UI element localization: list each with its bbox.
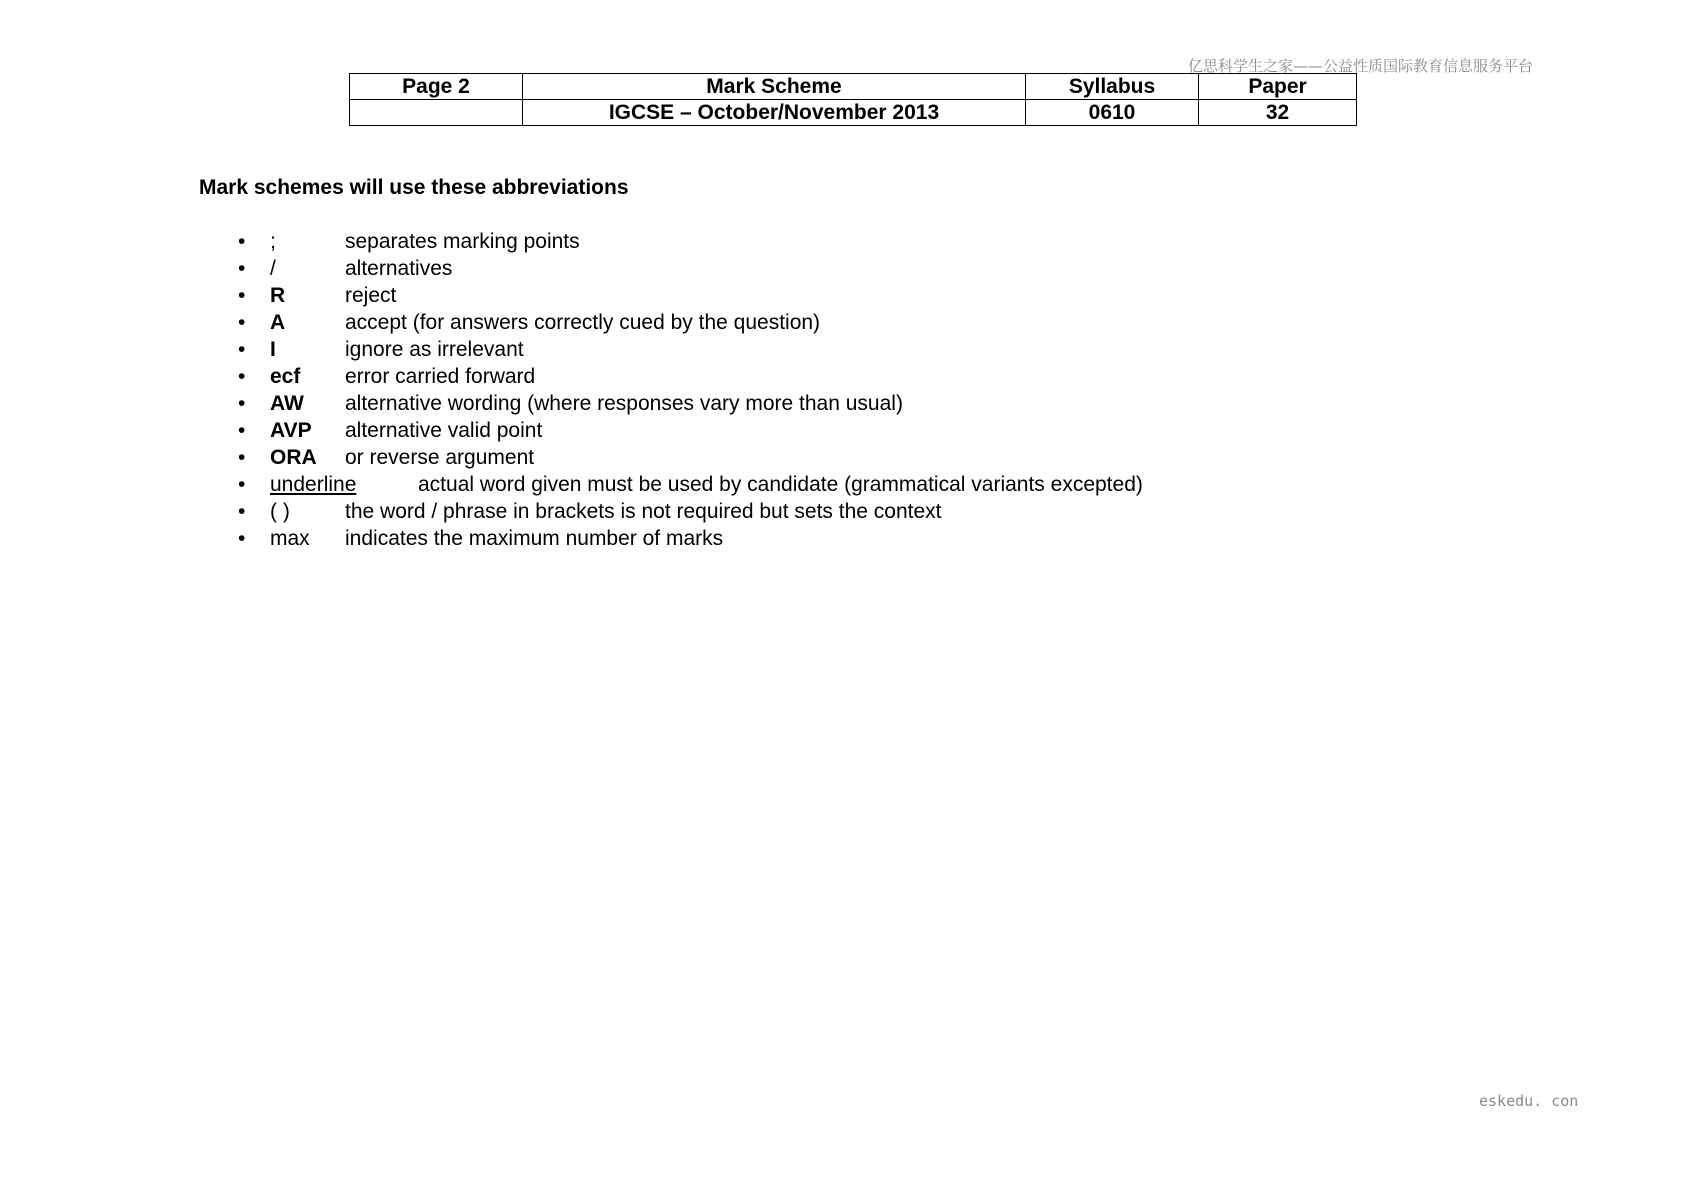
bullet-icon: • [238, 284, 246, 307]
bullet-icon: • [238, 473, 246, 496]
abbreviation-desc: the word / phrase in brackets is not required but sets the context [345, 500, 942, 523]
bullet-icon: • [238, 500, 246, 523]
abbreviation-desc: alternative wording (where responses vary more than usual) [345, 392, 903, 415]
exam-session-cell: IGCSE – October/November 2013 [523, 100, 1026, 126]
header-row-2 [350, 100, 1357, 126]
bullet-icon: • [238, 419, 246, 442]
bullet-icon: • [238, 311, 246, 334]
abbreviation-desc: or reverse argument [345, 446, 535, 469]
abbreviation-desc: reject [345, 284, 397, 307]
empty-cell [350, 100, 523, 126]
abbreviation-term: AVP [270, 419, 312, 442]
bullet-icon: • [238, 230, 246, 253]
abbreviation-desc: accept (for answers correctly cued by the question) [345, 311, 821, 334]
abbreviation-desc: error carried forward [345, 365, 536, 388]
abbreviation-term: I [270, 338, 276, 361]
abbreviation-term: ecf [270, 365, 301, 388]
abbreviation-desc: alternative valid point [345, 419, 543, 442]
abbreviation-term: ( ) [270, 500, 290, 523]
abbreviation-term: AW [270, 392, 304, 415]
watermark-top: 亿思科学生之家——公益性质国际教育信息服务平台 [1188, 57, 1534, 75]
abbreviation-desc: separates marking points [345, 230, 580, 253]
abbreviation-desc: indicates the maximum number of marks [345, 527, 724, 550]
page-number-cell: Page 2 [350, 74, 523, 100]
abbreviation-desc: actual word given must be used by candidate (grammatical variants excepted) [418, 473, 1143, 496]
bullet-icon: • [238, 365, 246, 388]
bullet-icon: • [238, 527, 246, 550]
paper-label-cell: Paper [1199, 74, 1357, 100]
bullet-icon: • [238, 257, 246, 280]
abbreviation-term: A [270, 311, 286, 334]
abbreviation-desc: alternatives [345, 257, 453, 280]
paper-number-cell: 32 [1199, 100, 1357, 126]
bullet-icon: • [238, 392, 246, 415]
header-table [349, 73, 1357, 126]
abbreviation-desc: ignore as irrelevant [345, 338, 524, 361]
abbreviation-term: max [270, 527, 310, 550]
abbreviation-term: ; [270, 230, 276, 253]
watermark-bottom: eskedu. con [1479, 1092, 1579, 1110]
abbreviation-term: ORA [270, 446, 317, 469]
syllabus-label-cell: Syllabus [1026, 74, 1199, 100]
header-row-1 [350, 74, 1357, 100]
mark-scheme-cell: Mark Scheme [523, 74, 1026, 100]
syllabus-code-cell: 0610 [1026, 100, 1199, 126]
bullet-icon: • [238, 338, 246, 361]
abbreviation-term: underline [270, 473, 357, 496]
section-heading: Mark schemes will use these abbreviations [199, 176, 629, 199]
bullet-icon: • [238, 446, 246, 469]
abbreviation-term: / [270, 257, 276, 280]
abbreviation-term: R [270, 284, 286, 307]
